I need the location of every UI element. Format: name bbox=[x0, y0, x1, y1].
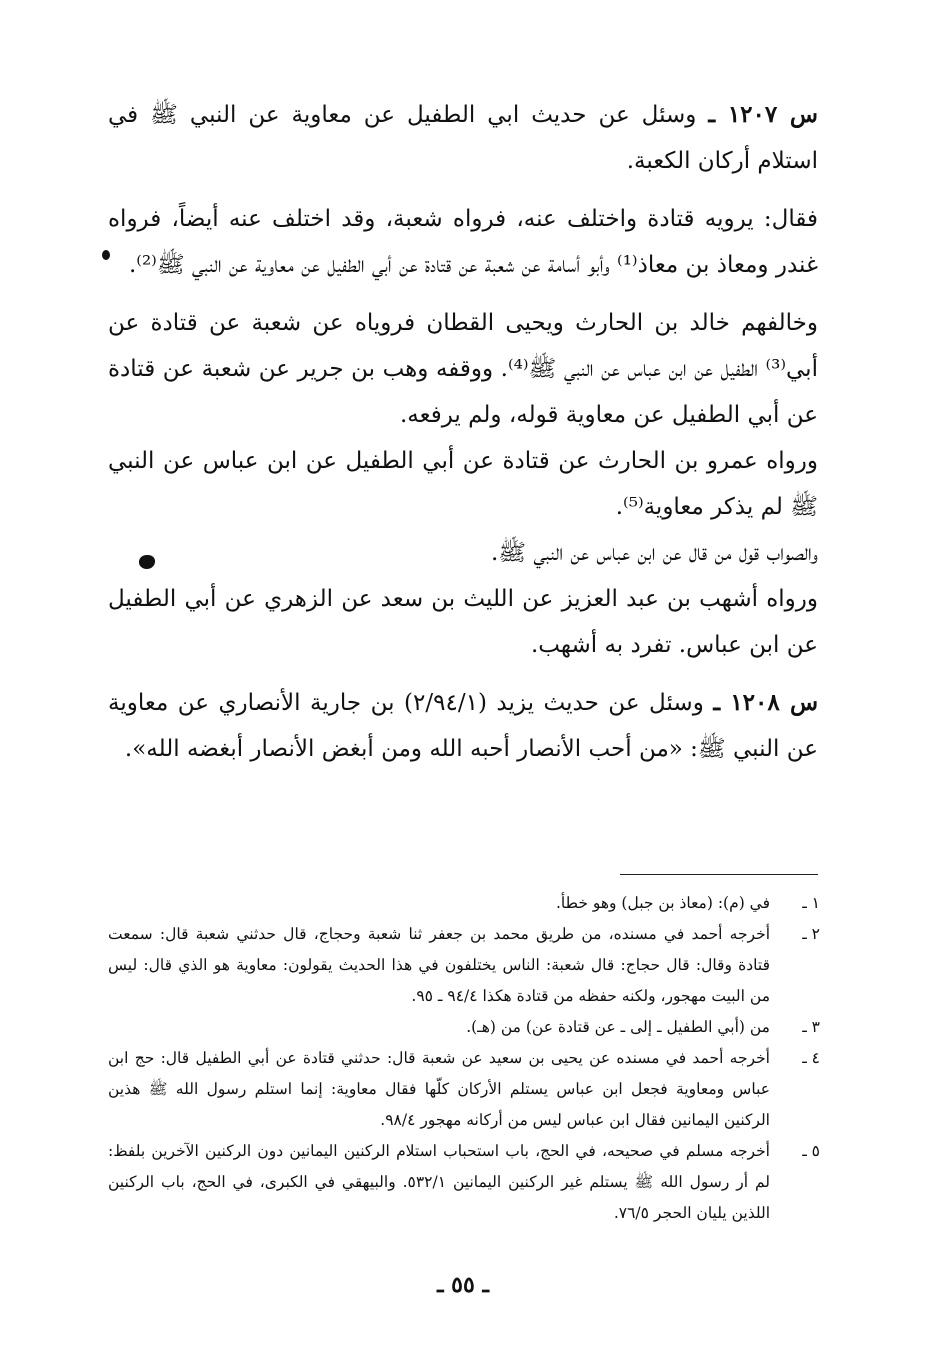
ink-blot bbox=[102, 250, 110, 260]
page-number: ـ ٥٥ ـ bbox=[437, 1272, 489, 1298]
footnotes bbox=[108, 888, 820, 1229]
paragraph bbox=[108, 530, 818, 576]
footnote-text: أخرجه أحمد في مسنده عن يحيى بن سعيد عن شعبة قال: حدثني قتادة عن أبي الطفيل قال: حج ابن عباس ومعاوية فجعل ابن عباس يستلم الأركان كلّها فقال معاوية: إنما استلم رسول الله ﷺ هذين الركنين اليمانين فقال ابن عباس ليس من أركانه مهجور ٩٨/٤. bbox=[108, 1049, 770, 1129]
footnote-number: ٥ ـ bbox=[802, 1142, 820, 1160]
paragraph bbox=[108, 576, 818, 668]
footnote-number: ٣ ـ bbox=[802, 1018, 820, 1036]
footnote-separator bbox=[620, 874, 818, 875]
footnote-text: في (م): (معاذ بن جبل) وهو خطأ. bbox=[555, 894, 770, 912]
paragraph-text: والصواب قول من قال عن ابن عباس عن النبي ﷺ. bbox=[491, 540, 818, 566]
footnote bbox=[108, 888, 820, 919]
footnote bbox=[108, 1136, 820, 1229]
paragraph-text: وخالفهم خالد بن الحارث ويحيى القطان فروياه عن شعبة عن قتادة عن أبي⁽³⁾ الطفيل عن ابن عباس عن النبي ﷺ⁽⁴⁾. ووقفه وهب بن جرير عن شعبة عن قتادة عن أبي الطفيل عن معاوية قوله، ولم يرفعه. bbox=[108, 310, 818, 428]
paragraph-text: ورواه عمرو بن الحارث عن قتادة عن أبي الطفيل عن ابن عباس عن النبي ﷺ لم يذكر معاوية⁽⁵⁾. bbox=[108, 448, 818, 520]
question-1208 bbox=[108, 680, 818, 772]
question-number: س ١٢٠٨ ـ bbox=[713, 689, 819, 716]
paragraph-text: فقال: يرويه قتادة واختلف عنه، فرواه شعبة، وقد اختلف عنه أيضاً، فرواه غندر ومعاذ بن معاذ⁽¹⁾ وأبو أسامة عن شعبة عن قتادة عن أبي الطفيل عن معاوية عن النبي ﷺ⁽²⁾. bbox=[108, 206, 818, 278]
paragraph bbox=[108, 438, 818, 530]
footnote bbox=[108, 919, 820, 1012]
paragraph bbox=[108, 300, 818, 438]
footnote-text: أخرجه أحمد في مسنده، من طريق محمد بن جعفر ثنا شعبة وحجاج، قال حدثني شعبة قال: سمعت قتادة وقال: قال حجاج: قال شعبة: الناس يختلفون في هذا الحديث يقولون: معاوية هو الذي قال: ليس من البيت مهجور، ولكنه حفظه من قتادة هكذا ٩٤/٤ ـ ٩٥. bbox=[108, 925, 770, 1005]
question-1207 bbox=[108, 92, 818, 184]
footnote-text: أخرجه مسلم في صحيحه، في الحج، باب استحباب استلام الركنين اليمانين دون الركنين الآخرين بلفظ: لم أر رسول الله ﷺ يستلم غير الركنين اليمانين ٥٣٢/١. والبيهقي في الكبرى، في الحج، باب الركنين اللذين يليان الحجر ٧٦/٥. bbox=[108, 1142, 770, 1222]
main-text bbox=[108, 92, 818, 772]
paragraph-text: وسئل عن حديث يزيد (٢/٩٤/١) بن جارية الأنصاري عن معاوية عن النبي ﷺ: «من أحب الأنصار أحبه الله ومن أبغض الأنصار أبغضه الله». bbox=[108, 690, 818, 762]
footnote-text: من (أبي الطفيل ـ إلى ـ عن قتادة عن) من (هـ). bbox=[466, 1018, 770, 1036]
question-number: س ١٢٠٧ ـ bbox=[708, 101, 819, 128]
answer-paragraph bbox=[108, 196, 818, 288]
footnote-number: ٤ ـ bbox=[802, 1049, 820, 1067]
footnote-number: ١ ـ bbox=[802, 894, 820, 912]
footnote bbox=[108, 1012, 820, 1043]
footnote-number: ٢ ـ bbox=[802, 925, 820, 943]
paragraph-text: وسئل عن حديث ابي الطفيل عن معاوية عن النبي ﷺ في استلام أركان الكعبة. bbox=[108, 102, 818, 174]
footnote bbox=[108, 1043, 820, 1136]
paragraph-text: ورواه أشهب بن عبد العزيز عن الليث بن سعد عن الزهري عن أبي الطفيل عن ابن عباس. تفرد به أشهب. bbox=[108, 586, 818, 658]
